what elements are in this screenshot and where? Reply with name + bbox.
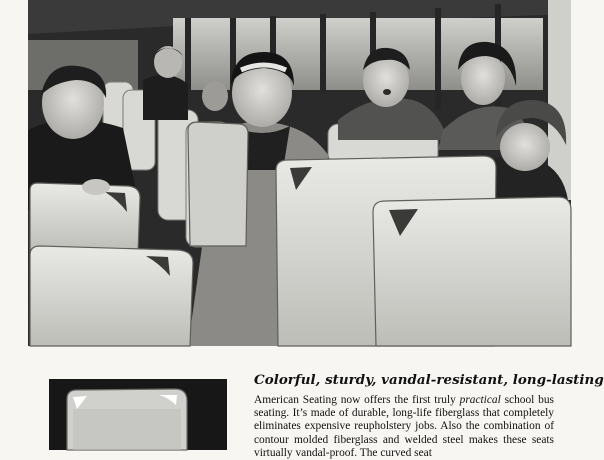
body-text-continued: school bus seating. It’s made of durable, long-life fiberglass that completely eliminates expensive reupholstery jobs. Also the combination of contour molded fiberglass and welded steel makes these seats virtually vandal-proof. The curved seat [254, 394, 554, 459]
children-on-school-bus-photo [28, 0, 571, 346]
body-paragraph [254, 394, 554, 460]
body-text-lead: American Seating now offers the first truly [254, 394, 460, 406]
article-copy [254, 372, 604, 460]
headline: Colorful, sturdy, vandal-resistant, long-lasting [254, 372, 604, 388]
fiberglass-seat-back-photo [49, 379, 227, 450]
body-text-emphasis: practical [459, 394, 501, 406]
